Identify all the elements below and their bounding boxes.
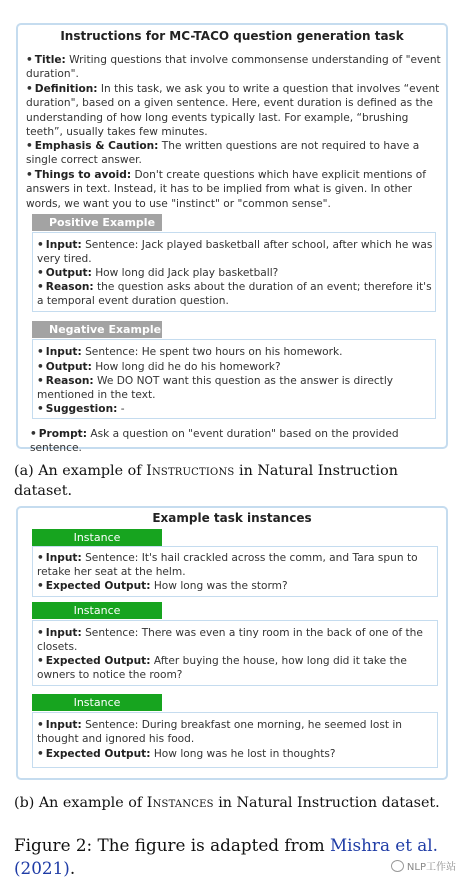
instance-box	[32, 546, 438, 597]
citation-link[interactable]: Mishra et al. (2021)	[14, 835, 438, 878]
instructions-panel	[16, 23, 448, 455]
definition-item: • Title: Writing questions that involve commonsense understanding of "event duration".	[26, 54, 441, 81]
definition-item: • Things to avoid: Don't create questions which have explicit mentions of answers in text. Instead, it has to be implied from what is given. In other words, we want you to use "instinct" or "common sense".	[26, 169, 426, 210]
definition-item: • Emphasis & Caution: The written questions are not required to have a single correct answer.	[26, 140, 420, 167]
instance-output: • Expected Output: How long was the storm?	[37, 580, 288, 592]
prompt-line: • Prompt: Ask a question on "event duration" based on the provided sentence.	[30, 428, 399, 455]
instances-panel	[16, 506, 448, 780]
wechat-icon	[391, 860, 404, 872]
panel-title: Example task instances	[152, 511, 312, 525]
positive-example-box	[32, 232, 436, 312]
watermark: NLP工作站	[391, 858, 456, 873]
figure-caption: Figure 2: The figure is adapted from Mishra et al. (2021).	[14, 835, 438, 878]
instance-tag: Instance	[32, 529, 162, 546]
instance-output: • Expected Output: After buying the house, how long did it take the owners to notice the room?	[37, 655, 407, 682]
example-item: • Suggestion: -	[37, 403, 125, 415]
definition-item: • Definition: In this task, we ask you to write a question that involves “event duration", based on a given sentence. Here, event duration is defined as the understanding of how long events typically last. For example, “brushing teeth”, usually takes few minutes.	[26, 83, 440, 138]
example-item: • Input: Sentence: Jack played basketball after school, after which he was very tired.	[37, 239, 433, 266]
example-item: • Reason: We DO NOT want this question as the answer is directly mentioned in the text.	[37, 375, 394, 402]
instance-tag: Instance	[32, 694, 162, 711]
caption-a: (a) An example of Instructions in Natural Instruction dataset.	[14, 463, 398, 499]
negative-example-tag: Negative Example	[32, 321, 162, 338]
instance-box	[32, 620, 438, 686]
negative-example-box	[32, 339, 436, 419]
instance-tag: Instance	[32, 602, 162, 619]
instance-box	[32, 712, 438, 768]
instance-input: • Input: Sentence: During breakfast one morning, he seemed lost in thought and ignored his food.	[37, 719, 403, 746]
instance-input: • Input: Sentence: It's hail crackled across the comm, and Tara spun to retake her seat at the helm.	[37, 552, 418, 579]
example-item: • Output: How long did he do his homework?	[37, 361, 281, 373]
example-item: • Output: How long did Jack play basketball?	[37, 267, 279, 279]
instance-output: • Expected Output: How long was he lost in thoughts?	[37, 748, 336, 760]
example-item: • Input: Sentence: He spent two hours on his homework.	[37, 346, 343, 358]
caption-b: (b) An example of Instances in Natural Instruction dataset.	[14, 795, 440, 811]
example-item: • Reason: the question asks about the duration of an event; therefore it's a temporal event duration question.	[37, 281, 432, 308]
panel-title: Instructions for MC-TACO question generation task	[60, 29, 404, 43]
instance-input: • Input: Sentence: There was even a tiny room in the back of one of the closets.	[37, 627, 423, 654]
positive-example-tag: Positive Example	[32, 214, 162, 231]
